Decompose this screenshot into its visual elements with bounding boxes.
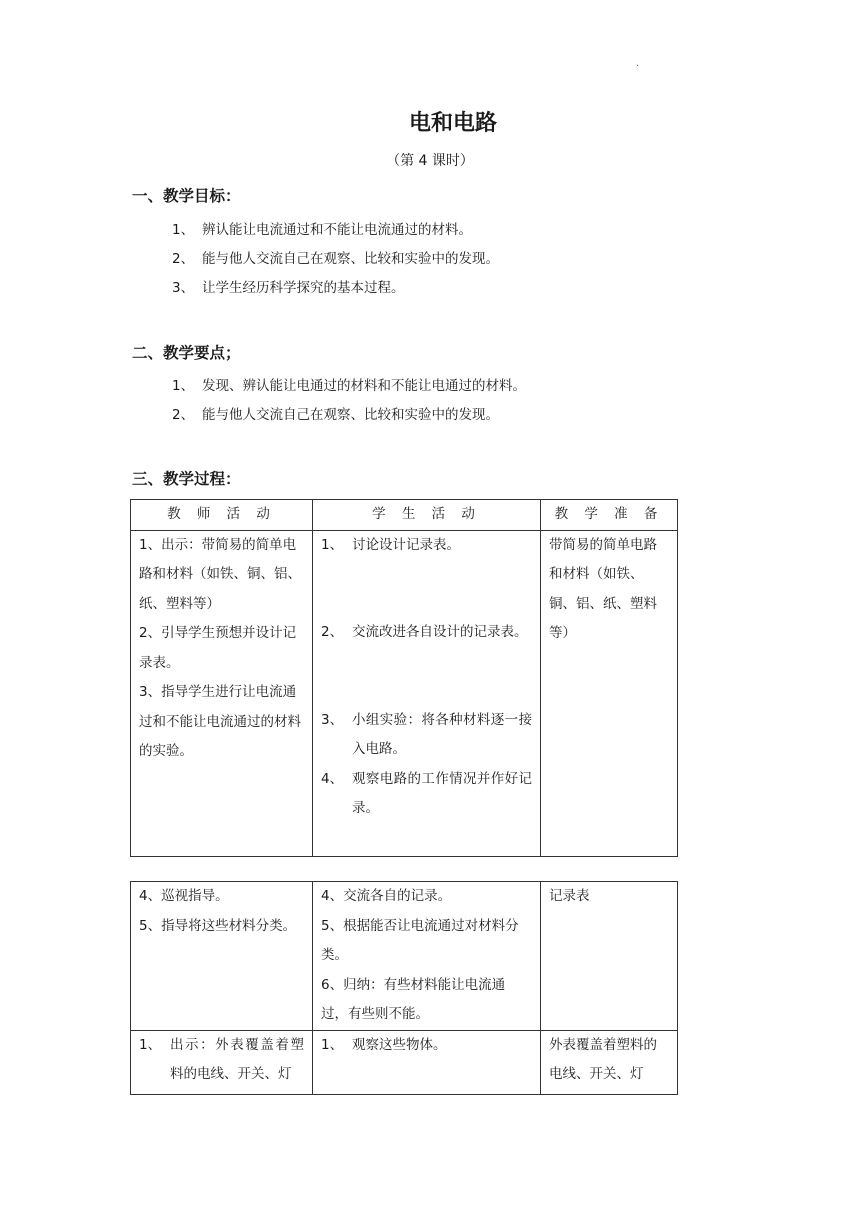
section-heading-keypoints: 二、教学要点； <box>132 344 241 362</box>
header-teacher: 教 师 活 动 <box>131 500 313 531</box>
teacher-activity-cell <box>131 882 313 1031</box>
keypoint-item: 2、 能与他人交流自己在观察、比较和实验中的发现。 <box>172 407 499 423</box>
goal-item: 2、 能与他人交流自己在观察、比较和实验中的发现。 <box>172 251 499 267</box>
student-step: 3、 小组实验：将各种材料逐一接入电路。 <box>321 711 532 757</box>
student-step: 2、 交流改进各自设计的记录表。 <box>321 624 528 640</box>
section-heading-process: 三、教学过程： <box>132 470 241 488</box>
student-step: 5、根据能否让电流通过对材料分类。 <box>321 917 519 963</box>
teacher-activity-cell <box>131 530 313 856</box>
process-table-2 <box>130 881 678 1095</box>
page-title: 电和电路 <box>408 111 497 136</box>
teacher-step: 1、出示：带简易的简单电路和材料（如铁、铜、铝、纸、塑料等） <box>139 536 301 612</box>
section-heading-goals: 一、教学目标： <box>132 187 241 205</box>
goal-item: 1、 辨认能让电流通过和不能让电流通过的材料。 <box>172 222 472 238</box>
teacher-step: 5、指导将这些材料分类。 <box>139 917 297 934</box>
teacher-step: 3、指导学生进行让电流通过和不能让电流通过的材料的实验。 <box>139 684 301 759</box>
student-step: 4、 观察电路的工作情况并作好记录。 <box>321 770 532 816</box>
process-table-1 <box>130 499 678 857</box>
student-step: 6、归纳：有些材料能让电流通过，有些则不能。 <box>321 976 506 1022</box>
header-student: 学 生 活 动 <box>313 500 541 531</box>
prep-cell: 外表覆盖着塑料的电线、开关、灯 <box>541 1030 678 1094</box>
teacher-step: 2、引导学生预想并设计记录表。 <box>139 625 297 671</box>
student-activity-cell <box>313 1030 541 1094</box>
prep-cell: 记录表 <box>541 882 678 1031</box>
prep-cell: 带简易的简单电路和材料（如铁、铜、铝、纸、塑料等） <box>541 530 678 856</box>
student-step: 4、交流各自的记录。 <box>321 888 452 904</box>
student-step: 1、 讨论设计记录表。 <box>321 536 460 553</box>
header-prep: 教 学 准 备 <box>541 500 678 531</box>
student-activity-cell <box>313 530 541 856</box>
page-mark: . <box>636 58 640 69</box>
teacher-activity-cell <box>131 1030 313 1094</box>
teacher-step: 4、巡视指导。 <box>139 888 229 904</box>
teacher-step: 1、 出示：外表覆盖着塑料的电线、开关、灯 <box>139 1036 304 1082</box>
lesson-number: （第 4 课时） <box>386 153 474 169</box>
goal-item: 3、 让学生经历科学探究的基本过程。 <box>172 280 405 296</box>
keypoint-item: 1、 发现、辨认能让电通过的材料和不能让电通过的材料。 <box>172 378 526 394</box>
student-activity-cell <box>313 882 541 1031</box>
student-step: 1、 观察这些物体。 <box>321 1036 447 1053</box>
